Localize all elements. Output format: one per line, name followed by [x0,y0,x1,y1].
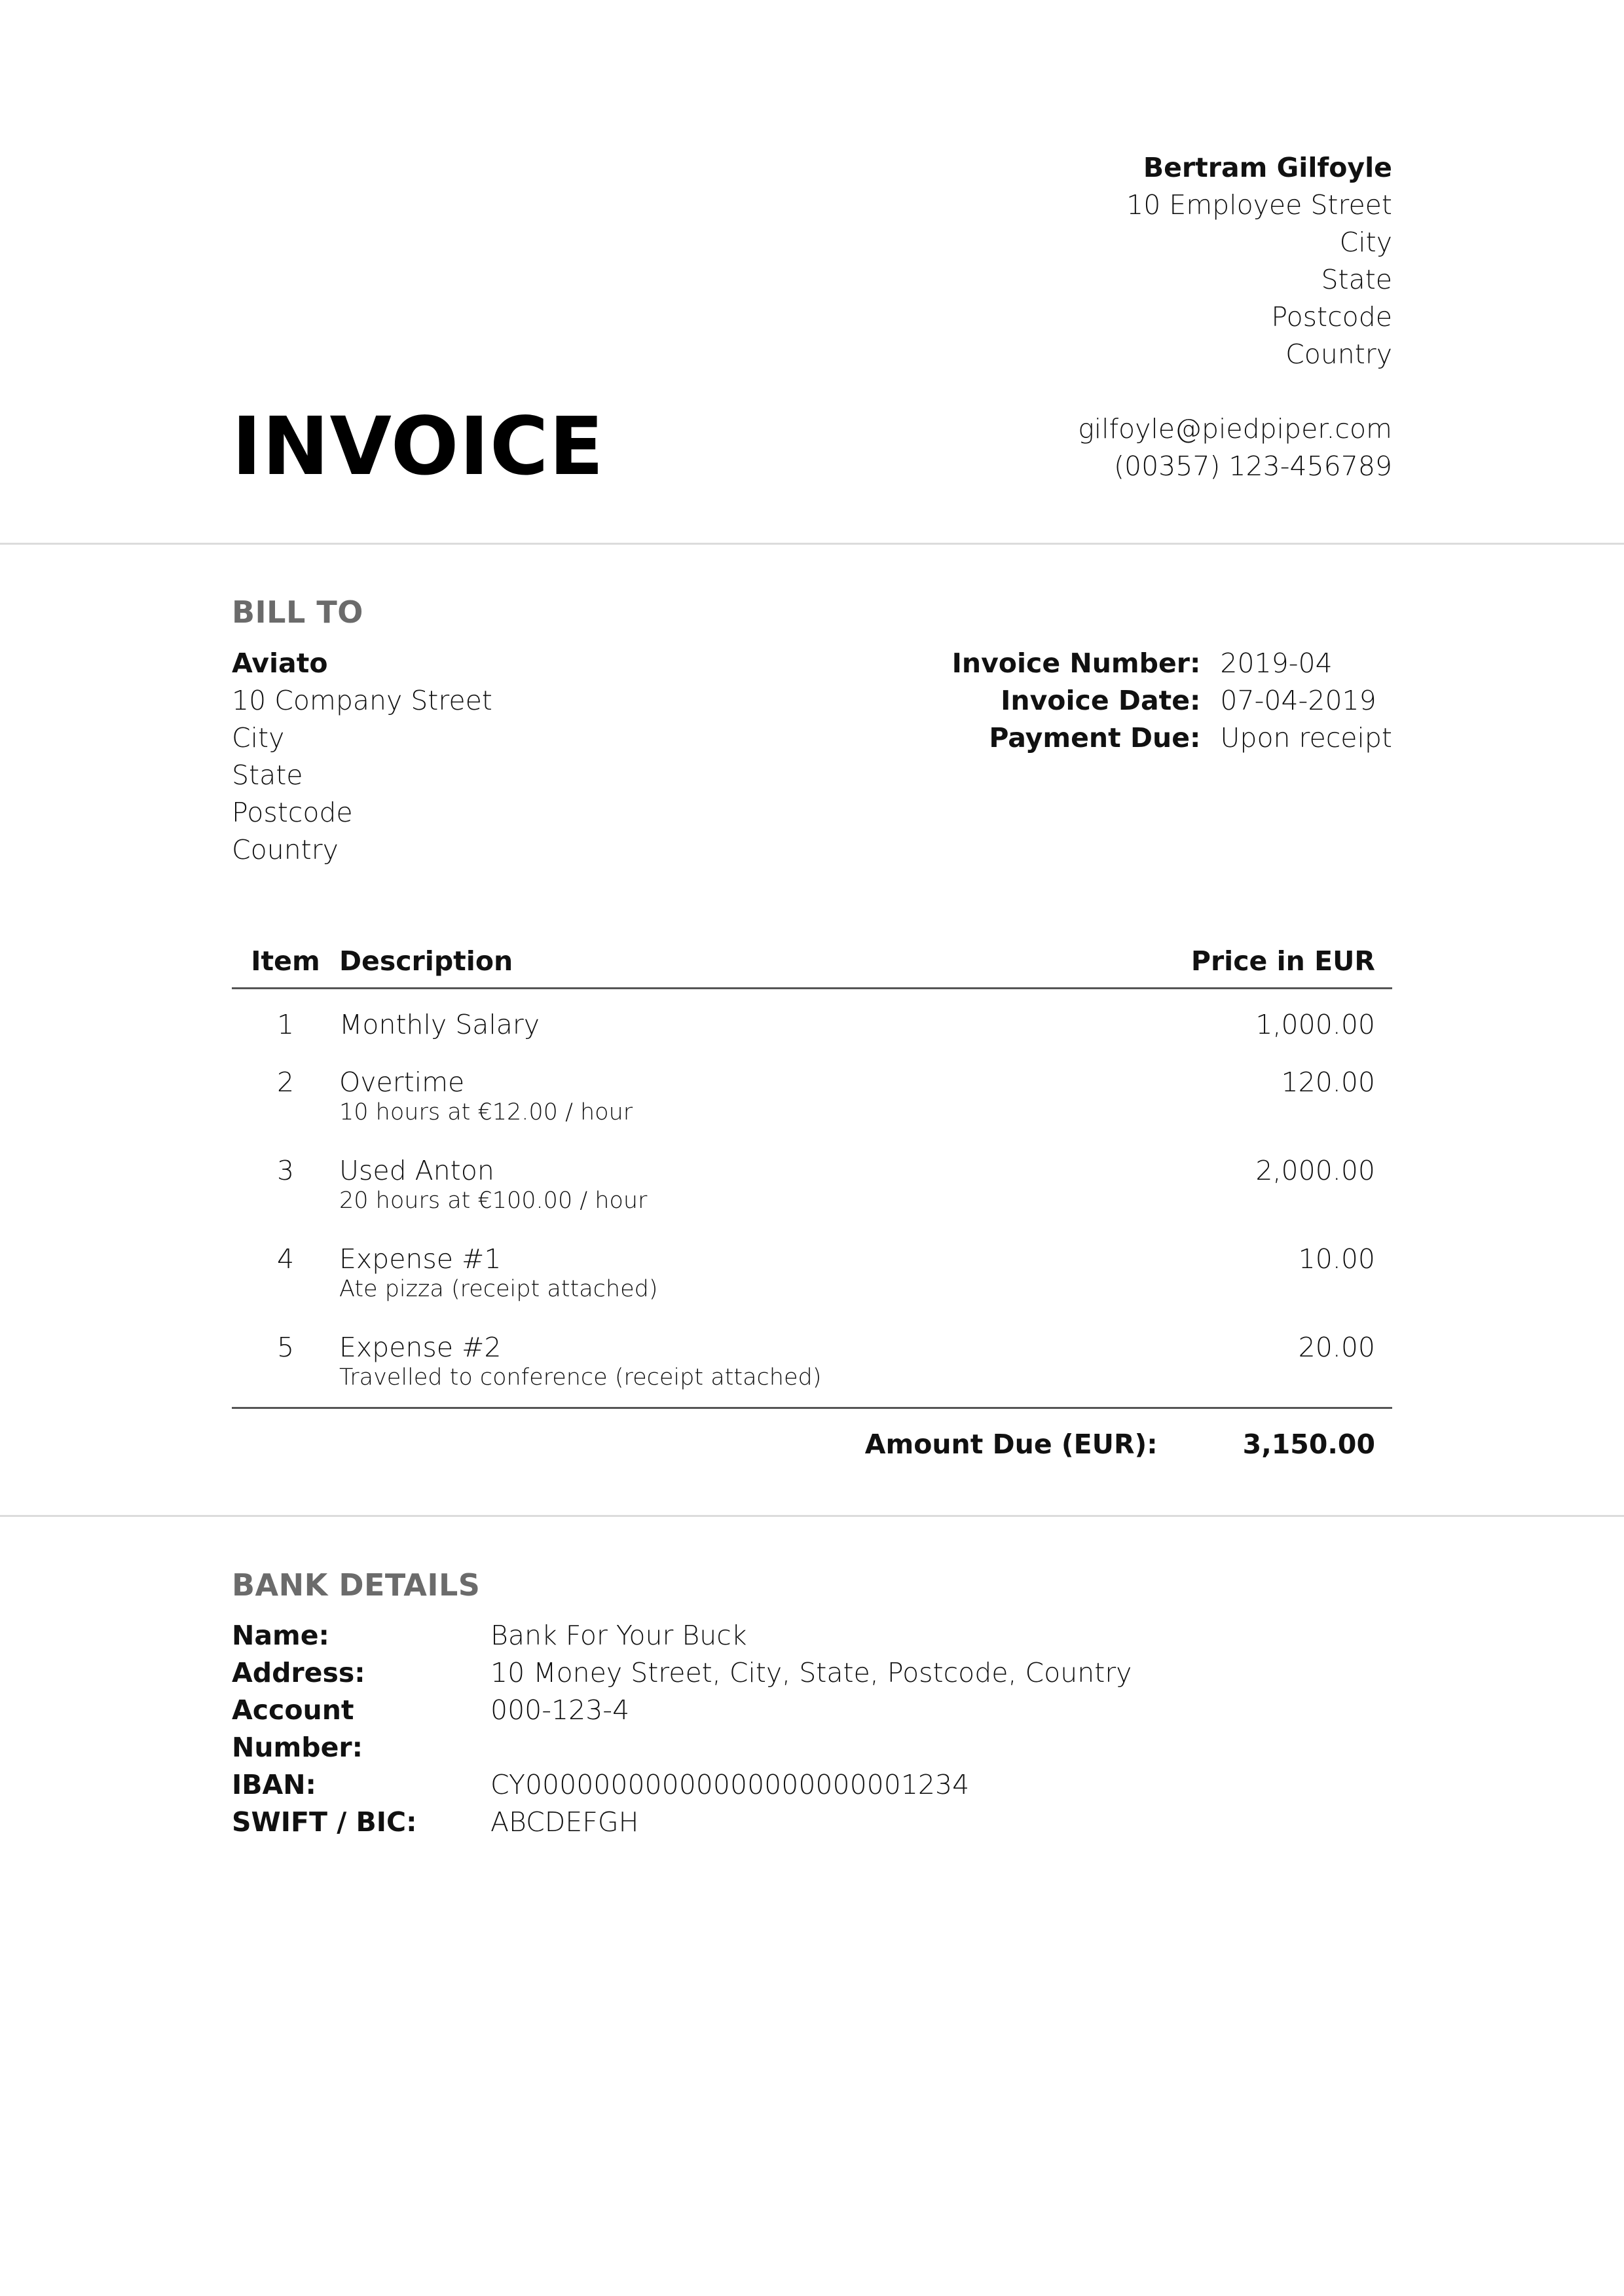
bank-row [232,1617,1132,1654]
row-item-number: 3 [276,1155,295,1186]
row-description-title: Overtime [339,1066,465,1098]
row-description [339,1066,1113,1127]
header-description: Description [339,945,513,977]
header-price: Price in EUR [1190,945,1375,977]
bank-name-label: Name: [232,1620,329,1651]
client-city: City [232,722,285,754]
invoice-date-value: 07-04-2019 [1220,685,1376,716]
sender-postcode: Postcode [1271,301,1392,333]
divider-top [0,543,1624,545]
sender-street: 10 Employee Street [1126,189,1392,221]
client-country: Country [232,834,339,866]
invoice-meta [952,645,1392,757]
row-item-number: 1 [276,1009,295,1040]
row-item-number: 4 [276,1243,295,1275]
row-description [339,1155,1113,1216]
bank-name-value: Bank For Your Buck [490,1620,747,1651]
row-description [339,1243,1113,1304]
header-item: Item [251,945,320,977]
bank-details [232,1617,1132,1841]
table-row [232,1243,1392,1304]
row-description-title: Expense #2 [339,1332,502,1363]
row-price: 1,000.00 [1255,1009,1375,1040]
row-price: 10.00 [1298,1243,1375,1275]
swift-label: SWIFT / BIC: [232,1806,417,1838]
row-price: 2,000.00 [1255,1155,1375,1186]
bank-row [232,1692,1132,1766]
bank-row [232,1804,1132,1841]
sender-country: Country [1285,338,1392,370]
invoice-date-label: Invoice Date: [1001,685,1201,716]
row-price: 120.00 [1281,1066,1375,1098]
row-item-number: 5 [276,1332,295,1363]
invoice-number-row [952,645,1392,682]
swift-value: ABCDEFGH [490,1806,639,1838]
sender-block [1078,149,1392,485]
client-street: 10 Company Street [232,685,492,716]
account-number-label: Account Number: [232,1694,363,1763]
account-number-value: 000-123-4 [490,1694,630,1726]
client-name: Aviato [232,647,328,679]
bank-address-value: 10 Money Street, City, State, Postcode, Country [490,1657,1132,1688]
row-description [339,1009,1113,1040]
table-row [232,1009,1392,1040]
items-header [232,935,1392,989]
amount-due-value: 3,150.00 [1242,1429,1375,1460]
amount-due-label: Amount Due (EUR): [864,1429,1158,1460]
sender-phone: (00357) 123-456789 [1113,450,1392,482]
row-description [339,1332,1113,1393]
invoice-title: INVOICE [232,400,604,493]
payment-due-value: Upon receipt [1220,722,1392,754]
iban-label: IBAN: [232,1769,316,1800]
table-row [232,1155,1392,1216]
items-rows [232,989,1392,1393]
bank-details-heading: BANK DETAILS [232,1567,481,1603]
row-description-detail: 10 hours at €12.00 / hour [339,1099,633,1125]
invoice-date-row [952,682,1392,720]
table-row [232,1066,1392,1127]
amount-due-row [232,1429,1392,1460]
invoice-number-value: 2019-04 [1220,647,1333,679]
sender-state: State [1321,264,1392,295]
bank-row [232,1654,1132,1692]
row-price: 20.00 [1298,1332,1375,1363]
iban-value: CY00000000000000000000001234 [490,1769,970,1800]
items-table [232,935,1392,1460]
payment-due-row [952,720,1392,757]
invoice-number-label: Invoice Number: [951,647,1201,679]
bill-to-heading: BILL TO [232,594,363,630]
sender-city: City [1339,227,1392,258]
row-description-detail: Ate pizza (receipt attached) [339,1276,658,1302]
bank-address-label: Address: [232,1657,365,1688]
row-description-detail: Travelled to conference (receipt attached) [339,1364,822,1391]
payment-due-label: Payment Due: [989,722,1201,754]
items-bottom-rule [232,1407,1392,1409]
client-state: State [232,759,303,791]
row-description-title: Monthly Salary [339,1009,540,1040]
row-description-detail: 20 hours at €100.00 / hour [339,1188,648,1214]
sender-email: gilfoyle@piedpiper.com [1078,413,1392,445]
table-row [232,1332,1392,1393]
sender-name: Bertram Gilfoyle [1143,152,1392,183]
divider-bottom [0,1515,1624,1517]
row-item-number: 2 [276,1066,295,1098]
row-description-title: Expense #1 [339,1243,502,1275]
client-postcode: Postcode [232,797,353,828]
row-description-title: Used Anton [339,1155,494,1186]
bill-to-block [232,645,492,869]
bank-row [232,1766,1132,1804]
